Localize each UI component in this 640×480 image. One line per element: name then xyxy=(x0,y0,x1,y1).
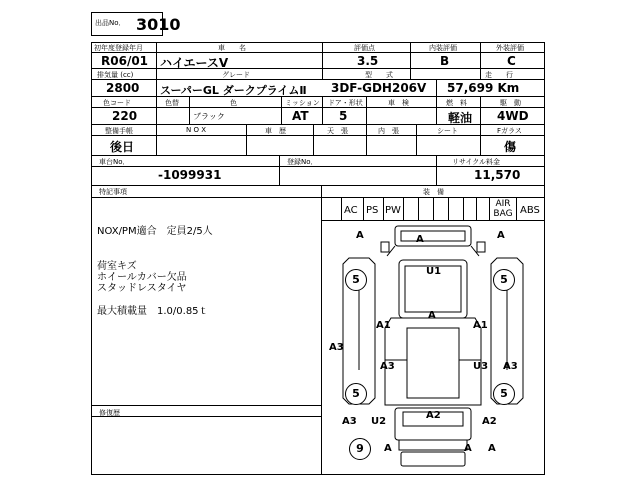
equip-col xyxy=(463,197,464,220)
mark-roof: U1 xyxy=(426,266,442,277)
door-label: ドア・形状 xyxy=(328,99,363,107)
row-line xyxy=(91,124,545,125)
col-line xyxy=(322,96,323,124)
mission-label: ミッション xyxy=(285,99,320,107)
equipment-label: 装 備 xyxy=(423,188,444,196)
mark-left-bumper: U2 xyxy=(371,416,387,427)
row-line xyxy=(91,135,545,136)
notes-label: 特記事項 xyxy=(99,188,127,196)
col-line xyxy=(281,96,282,124)
mark-left-front-tire: 5 xyxy=(345,269,367,291)
note-line: 最大積載量 1.0/0.85ｔ xyxy=(97,306,209,317)
equip-abs: ABS xyxy=(520,205,540,216)
col-line xyxy=(156,42,157,96)
row-line xyxy=(91,185,545,186)
equip-col xyxy=(433,197,434,220)
note-line: ホイールカバー欠品 xyxy=(97,272,187,283)
mark-right-door-front: A1 xyxy=(473,320,488,331)
col-line xyxy=(313,124,314,155)
row-line xyxy=(91,416,321,417)
col-line xyxy=(480,96,481,124)
col-line xyxy=(480,42,481,79)
grade-value: スーパーGL ダークプライムⅡ xyxy=(160,84,307,97)
col-line xyxy=(366,124,367,155)
equip-col xyxy=(489,197,490,220)
mark-right-rear-tire: 5 xyxy=(493,383,515,405)
displacement-label: 排気量 (cc) xyxy=(97,71,134,79)
mark-right-bumper: A2 xyxy=(482,416,497,427)
row-line xyxy=(91,79,545,80)
equip-ac: AC xyxy=(344,205,358,216)
equip-col xyxy=(448,197,449,220)
equip-pw: PW xyxy=(385,205,401,216)
col-line xyxy=(436,79,437,96)
equip-airbag: AIR BAG xyxy=(493,199,513,219)
equip-col xyxy=(403,197,404,220)
lot-number: 3010 xyxy=(136,15,181,34)
col-line xyxy=(410,42,411,79)
mark-left-rear-tire: 5 xyxy=(345,383,367,405)
vehicle-diagram xyxy=(321,220,545,475)
col-line xyxy=(279,155,280,185)
mark-right-side: A3 xyxy=(503,361,518,372)
mark-bottom-a: A xyxy=(384,443,392,454)
car-inspection-label: 車 検 xyxy=(388,99,409,107)
mark-top-left: A xyxy=(356,230,364,241)
mark-right-slide: U3 xyxy=(473,361,489,372)
repair-label: 修復歴 xyxy=(99,409,120,417)
col-line xyxy=(322,42,323,79)
mark-top-center: A xyxy=(416,234,424,245)
note-line: 荷室キズ xyxy=(97,261,137,272)
equip-col xyxy=(418,197,419,220)
mark-spare: 9 xyxy=(349,438,371,460)
model-value: 3DF-GDH206V xyxy=(331,81,427,95)
col-line xyxy=(246,124,247,155)
manual-label: 整備手帳 xyxy=(105,127,133,135)
car-name-value: ハイエースV xyxy=(160,56,229,70)
equip-col xyxy=(383,197,384,220)
fuel-value: 軽油 xyxy=(448,111,473,125)
displacement-value: 2800 xyxy=(106,81,140,95)
col-line xyxy=(480,124,481,155)
equip-col xyxy=(476,197,477,220)
first-reg-label: 初年度登録年月 xyxy=(94,44,143,52)
col-line xyxy=(156,124,157,155)
history-label: 車 歴 xyxy=(265,127,286,135)
mileage-label: 走 行 xyxy=(485,71,513,79)
seat-label: シート xyxy=(437,127,458,135)
mark-bottom-a: A xyxy=(488,443,496,454)
equip-col xyxy=(363,197,364,220)
color-code-value: 220 xyxy=(112,109,138,123)
col-line xyxy=(366,96,367,124)
score-value: 3.5 xyxy=(357,54,379,68)
col-line xyxy=(436,155,437,185)
mark-left-side: A3 xyxy=(329,342,344,353)
glass-label: Fガラス xyxy=(497,127,522,135)
sunroof-label: 天 張 xyxy=(327,127,348,135)
mileage-value: 57,699 Km xyxy=(447,81,520,95)
row-line xyxy=(91,155,545,156)
car-name-label: 車 名 xyxy=(218,44,246,52)
reg-no-label: 登録No． xyxy=(287,158,318,166)
drive-label: 駆 動 xyxy=(500,99,521,107)
col-line xyxy=(416,124,417,155)
color-label: 色 xyxy=(230,99,237,107)
mark-left-bottom: A3 xyxy=(342,416,357,427)
col-line xyxy=(436,96,437,124)
col-line xyxy=(156,96,157,124)
color-code-label: 色コード xyxy=(103,99,131,107)
mission-value: AT xyxy=(292,109,309,123)
mark-hood: A xyxy=(428,310,436,321)
chassis-no-value: -1099931 xyxy=(158,168,222,182)
row-line xyxy=(91,52,545,53)
fuel-label: 燃 料 xyxy=(446,99,467,107)
equip-col xyxy=(516,197,517,220)
color-change-label: 色替 xyxy=(165,99,179,107)
first-reg-value: R06/01 xyxy=(101,54,149,68)
grade-label: グレード xyxy=(222,71,250,79)
door-value: 5 xyxy=(339,109,348,123)
manual-value: 後日 xyxy=(110,140,135,154)
score-label: 評価点 xyxy=(354,44,375,52)
interior-label: 内装評価 xyxy=(429,44,457,52)
model-label: 型 式 xyxy=(365,71,393,79)
exterior-value: C xyxy=(507,54,516,68)
nox-label: N O X xyxy=(186,126,206,134)
mark-top-right: A xyxy=(497,230,505,241)
interior-roof-label: 内 張 xyxy=(378,127,399,135)
note-line: NOX/PM適合 定員2/5人 xyxy=(97,226,213,237)
row-line xyxy=(91,405,321,406)
chassis-no-label: 車台No． xyxy=(99,158,130,166)
interior-value: B xyxy=(440,54,450,68)
mark-left-door-front: A1 xyxy=(376,320,391,331)
equip-ps: PS xyxy=(366,205,379,216)
color-value: ブラック xyxy=(193,112,225,121)
exterior-label: 外装評価 xyxy=(496,44,524,52)
mark-bottom-a: A xyxy=(464,443,472,454)
recycle-value: 11,570 xyxy=(474,168,521,182)
equip-col xyxy=(341,197,342,220)
glass-value: 傷 xyxy=(504,140,517,154)
lot-number-label: 出品No． xyxy=(95,19,126,27)
mark-left-door-rear: A3 xyxy=(380,361,395,372)
drive-value: 4WD xyxy=(497,109,529,123)
recycle-label: リサイクル料金 xyxy=(452,158,501,166)
note-line: スタッドレスタイヤ xyxy=(97,283,187,294)
col-line xyxy=(189,96,190,124)
mark-right-front-tire: 5 xyxy=(493,269,515,291)
mark-rear-door: A2 xyxy=(426,410,441,421)
